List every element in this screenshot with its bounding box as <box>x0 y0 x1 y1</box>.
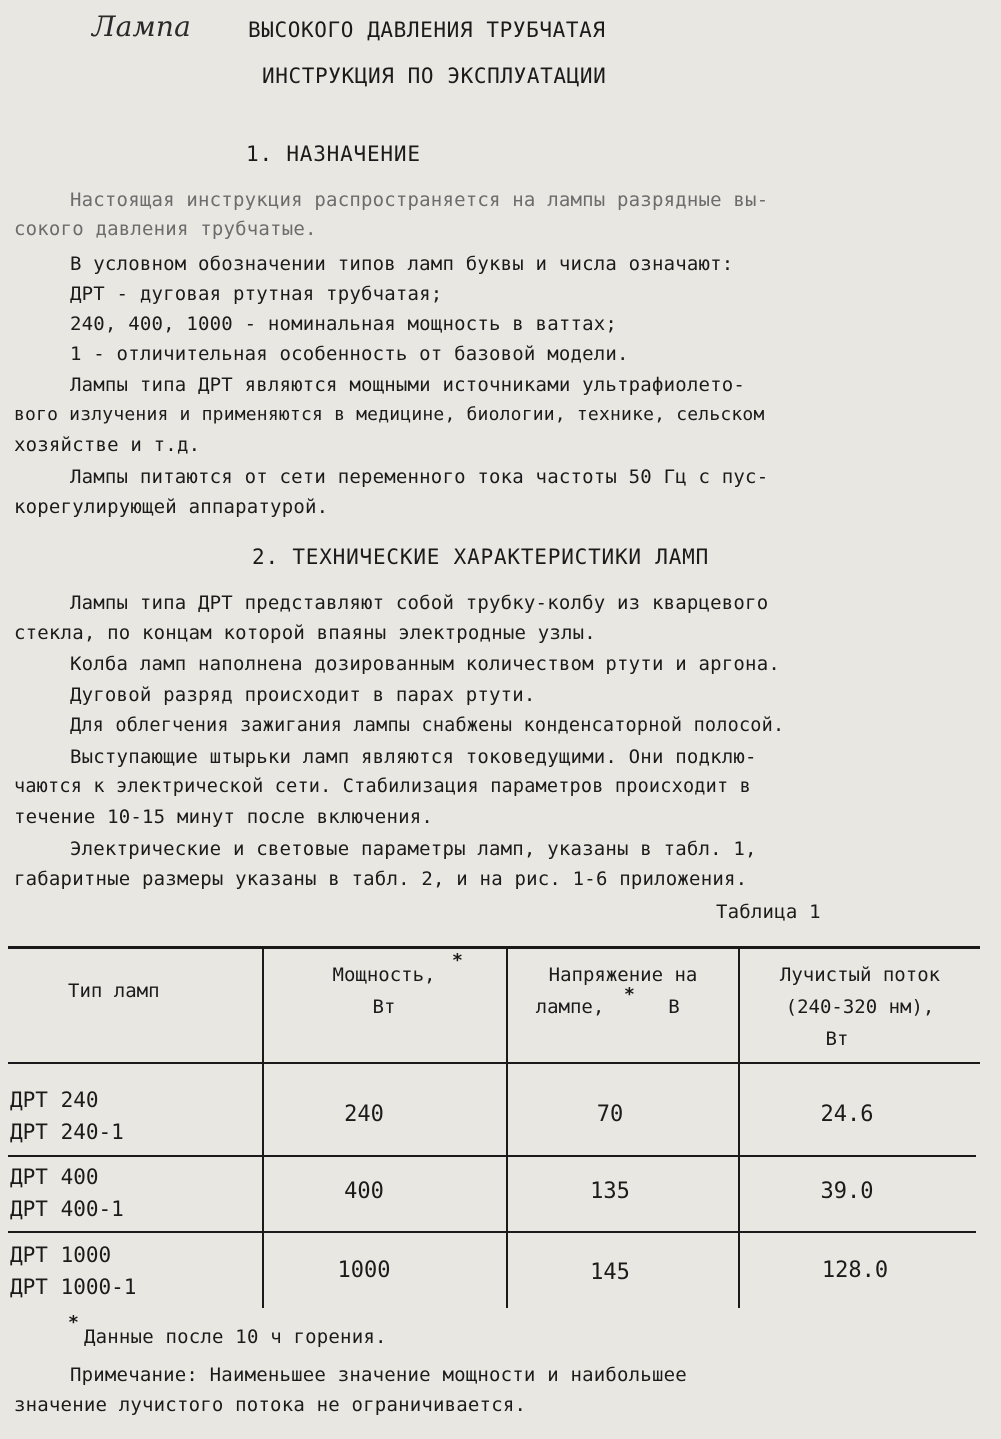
row-1-type-2: ДРТ 240-1 <box>10 1120 124 1144</box>
row-1-flux: 24.6 <box>820 1102 874 1127</box>
table-top-rule <box>8 946 980 949</box>
section-2-line: Лампы типа ДРТ представляют собой трубку-колбу из кварцевого <box>70 592 769 614</box>
section-2-line: Электрические и световые параметры ламп, указаны в табл. 1, <box>70 838 757 860</box>
section-2-line: Выступающие штырьки ламп являются токоведущими. Они подклю- <box>70 746 757 768</box>
row-2-type-2: ДРТ 400-1 <box>10 1197 124 1221</box>
header-voltage-line3: В <box>668 996 680 1018</box>
header-voltage-line2: лампе, <box>535 996 605 1018</box>
row-3-power: 1000 <box>337 1258 391 1283</box>
section-2-line: течение 10-15 минут после включения. <box>14 806 434 828</box>
row-1-type-1: ДРТ 240 <box>10 1088 99 1112</box>
section-2-line: чаются к электрической сети. Стабилизация параметров происходит в <box>14 776 751 797</box>
section-2-line: Для облегчения зажигания лампы снабжены конденсаторной полосой. <box>70 715 785 736</box>
section-2-heading: 2. ТЕХНИЧЕСКИЕ ХАРАКТЕРИСТИКИ ЛАМП <box>252 545 710 569</box>
row-2-type-1: ДРТ 400 <box>10 1165 99 1189</box>
section-2-line: Дуговой разряд происходит в парах ртути. <box>70 684 536 706</box>
row-1-power: 240 <box>344 1102 384 1127</box>
row-3-type-2: ДРТ 1000-1 <box>10 1275 137 1299</box>
document-subtitle: ИНСТРУКЦИЯ ПО ЭКСПЛУАТАЦИИ <box>262 64 607 88</box>
section-1-line: ДРТ - дуговая ртутная трубчатая; <box>70 283 443 305</box>
header-power-line2: Вт <box>372 996 396 1018</box>
table-caption: Таблица 1 <box>716 901 821 923</box>
section-1-heading: 1. НАЗНАЧЕНИЕ <box>246 142 421 166</box>
table-column-rule <box>506 946 508 1308</box>
row-3-flux: 128.0 <box>821 1258 889 1283</box>
table-row-rule <box>8 1231 976 1233</box>
section-1-line: хозяйстве и т.д. <box>14 434 201 456</box>
section-1-line: Лампы типа ДРТ являются мощными источниками ультрафиолето- <box>70 374 746 396</box>
row-3-voltage: 145 <box>590 1260 630 1285</box>
handwritten-title: Лампа <box>92 10 191 43</box>
section-1-line: корегулирующей аппаратурой. <box>14 496 329 518</box>
footnote-text: Данные после 10 ч горения. <box>84 1326 387 1348</box>
section-1-line: 240, 400, 1000 - номинальная мощность в ваттах; <box>70 313 618 335</box>
table-header-rule <box>8 1062 980 1064</box>
section-1-line: Настоящая инструкция распространяется на лампы разрядные вы- <box>70 189 769 211</box>
section-2-line: стекла, по концам которой впаяны электродные узлы. <box>14 622 596 644</box>
section-1-line: В условном обозначении типов ламп буквы и числа означают: <box>70 253 734 275</box>
row-3-type-1: ДРТ 1000 <box>10 1243 112 1267</box>
section-2-line: габаритные размеры указаны в табл. 2, и на рис. 1-6 приложения. <box>14 868 748 890</box>
note-line-2: значение лучистого потока не ограничивается. <box>14 1394 527 1416</box>
header-flux-line3: Вт <box>825 1028 849 1050</box>
table-column-rule <box>738 946 740 1308</box>
row-2-flux: 39.0 <box>820 1179 874 1204</box>
section-1-line: 1 - отличительная особенность от базовой модели. <box>70 343 629 365</box>
header-voltage-line1: Напряжение на <box>548 964 698 986</box>
document-title: ВЫСОКОГО ДАВЛЕНИЯ ТРУБЧАТАЯ <box>248 18 606 42</box>
row-2-power: 400 <box>344 1179 384 1204</box>
table-row-rule <box>8 1155 976 1157</box>
header-lamp-type: Тип ламп <box>68 980 160 1002</box>
section-1-line: вого излучения и применяются в медицине, биологии, технике, сельском <box>14 404 765 425</box>
section-1-line: Лампы питаются от сети переменного тока частоты 50 Гц с пус- <box>70 466 769 488</box>
section-1-line: сокого давления трубчатые. <box>14 218 317 240</box>
header-flux-line1: Лучистый поток <box>779 964 941 986</box>
header-flux-line2: (240-320 нм), <box>785 996 935 1018</box>
power-footnote-star: * <box>452 950 463 971</box>
header-power-line1: Мощность, <box>332 964 436 986</box>
footnote-star: * <box>68 1312 79 1333</box>
voltage-footnote-star: * <box>624 984 635 1005</box>
note-line-1: Примечание: Наименьшее значение мощности и наибольшее <box>70 1364 687 1386</box>
row-2-voltage: 135 <box>590 1179 630 1204</box>
section-2-line: Колба ламп наполнена дозированным количеством ртути и аргона. <box>70 653 780 675</box>
row-1-voltage: 70 <box>596 1102 624 1127</box>
